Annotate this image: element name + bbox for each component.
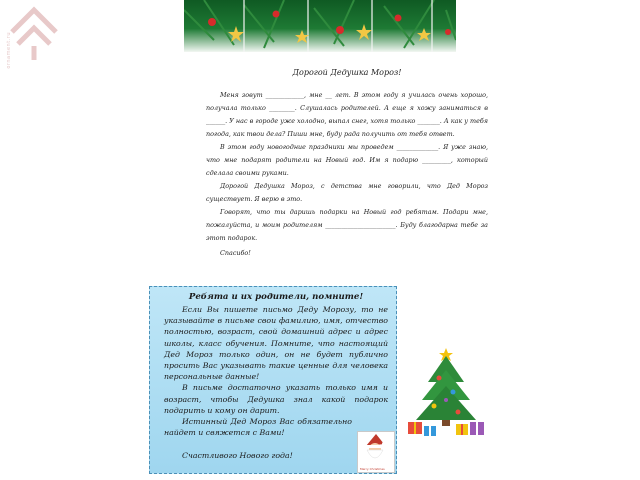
logo-vertical-text: ornament.ru — [6, 32, 12, 69]
letter-paragraph: Говорят, что ты даришь подарки на Новый год ребятам. Подари мне, пожалуйста, и моим родителям ______________________. Буду благодарна тебе за этот подарок. — [206, 208, 488, 242]
christmas-garland-icon — [184, 0, 456, 52]
santa-caption: Merry Christmas — [360, 467, 385, 471]
ornament-logo — [4, 2, 64, 80]
note-paragraph: Истинный Дед Мороз Вас обязательно найдет и свяжется с Вами! — [164, 417, 352, 438]
santa-claus-icon — [358, 432, 394, 466]
letter-paragraph: Меня зовут ____________, мне __ лет. В этом году я училась очень хорошо, получала только ________. Слушалась родителей. А еще я хожу заниматься в ______. У нас в городе уже холодно, выпал снег, хотя только _______. А как у тебя погода, как твои дела? Пиши мне, буду рада получить от тебя ответ. — [206, 91, 488, 138]
note-paragraph: Если Вы пишете письмо Деду Морозу, то не указывайте в письме свои фамилию, имя, отчество полностью, возраст, свой домашний адрес и адрес школы, класс обучения. Помните, что настоящий Дед Мороз только один, он не будет публично просить Вас указывать такие ценные для человека персональные данные! — [164, 305, 388, 382]
christmas-tree-with-gifts-icon — [406, 342, 486, 437]
letter-title: Дорогой Дедушка Мороз! — [292, 68, 402, 77]
christmas-banner — [184, 0, 456, 52]
letter-paragraph: Дорогой Дедушка Мороз, с детства мне говорили, что Дед Мороз существует. Я верю в это. — [206, 182, 488, 203]
letter-sign-off: Спасибо! — [220, 249, 251, 257]
ornament-logo-icon — [4, 2, 64, 62]
letter-paragraph: В этом году новогодние праздники мы проведем _____________. Я уже знаю, что мне подарят родители на Новый год. Им я подарю _________, который сделала своими руками. — [206, 143, 488, 177]
christmas-tree-image — [406, 342, 486, 437]
santa-image — [357, 431, 395, 473]
note-title: Ребята и их родители, помните! — [188, 292, 364, 302]
note-greeting: Счастливого Нового года! — [182, 451, 293, 461]
letter-to-santa — [206, 60, 488, 260]
note-paragraph: В письме достаточно указать только имя и возраст, чтобы Дедушка знал какой подарок подарить и кому он дарит. — [164, 383, 388, 415]
